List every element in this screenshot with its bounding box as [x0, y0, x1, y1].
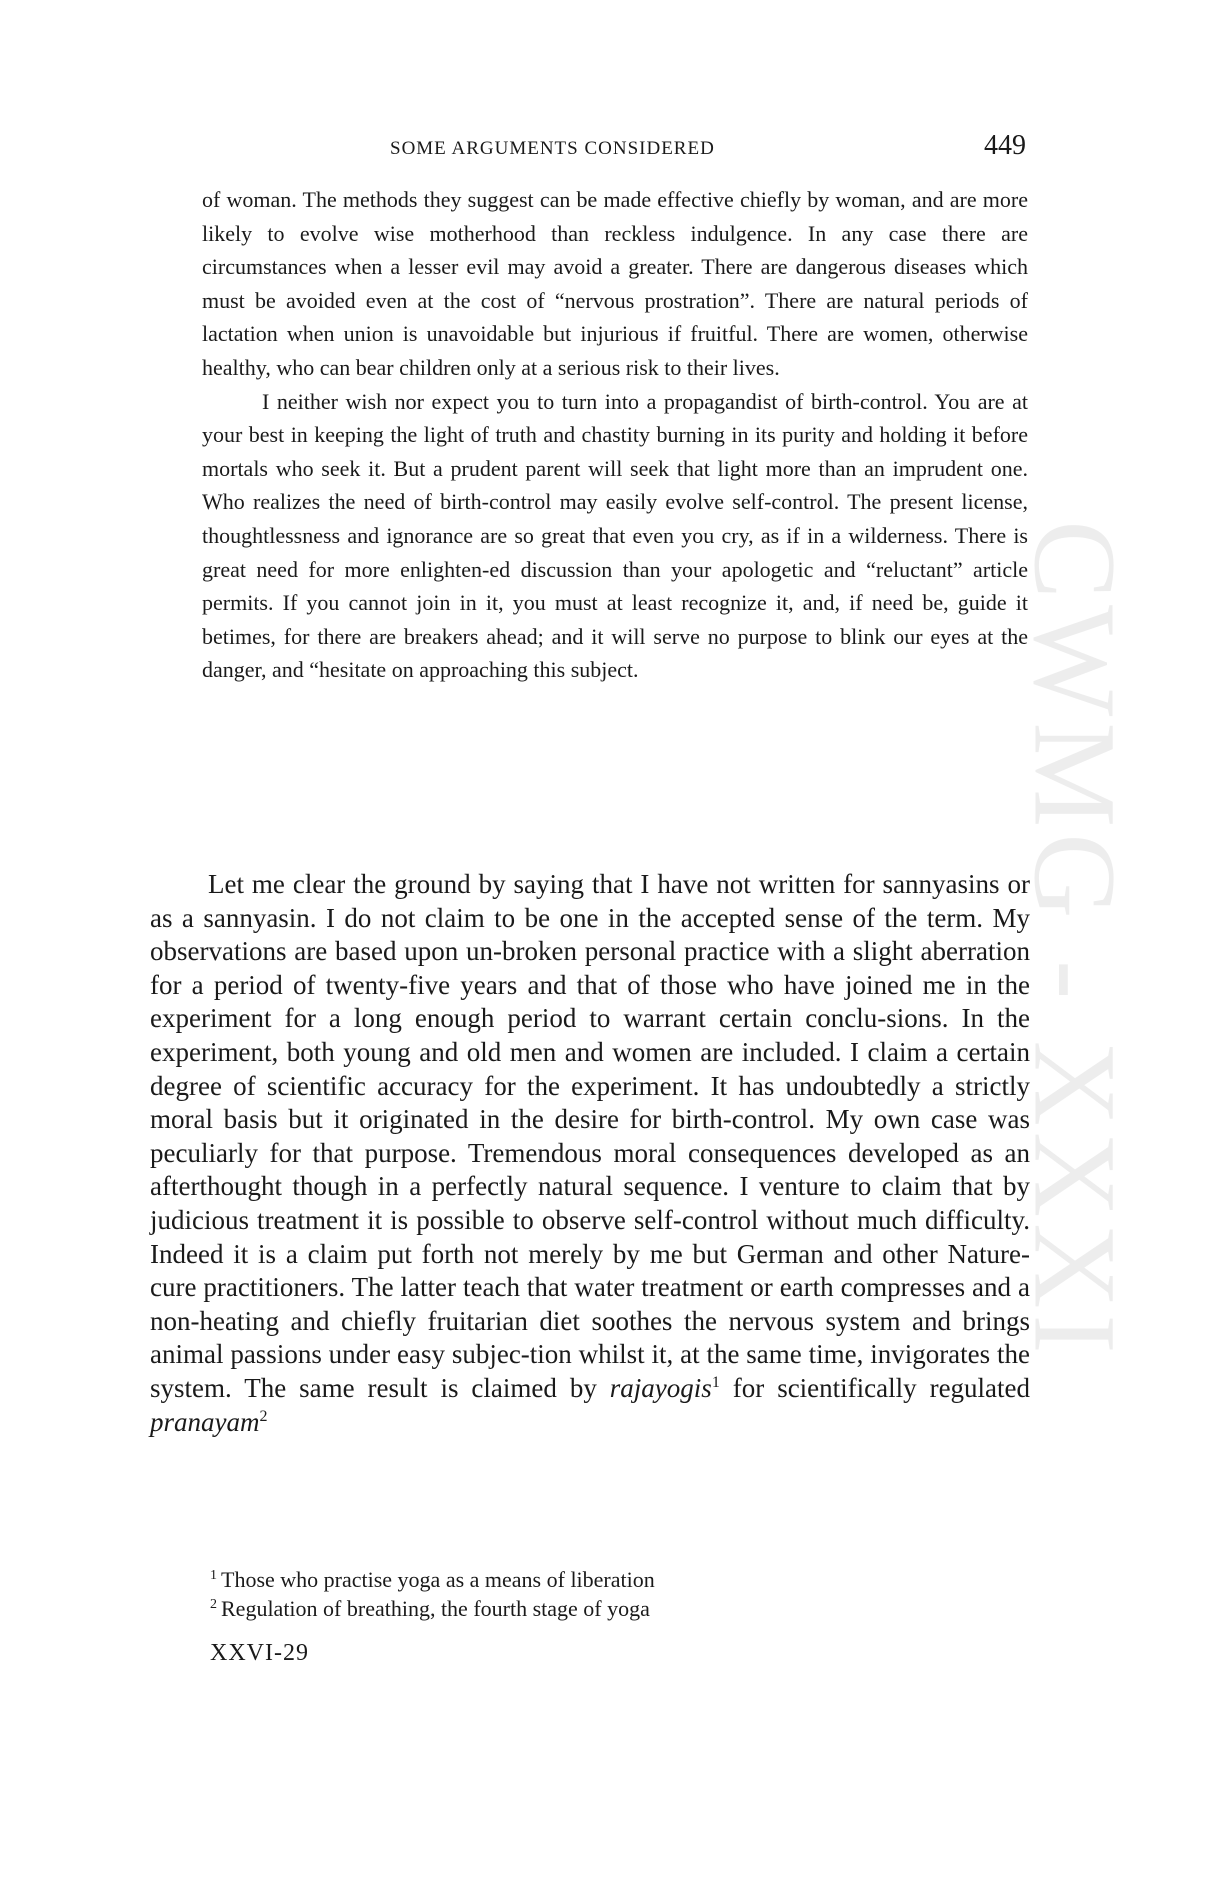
watermark-text: CWMG - XXXI	[1010, 520, 1142, 1360]
footnote-text: Regulation of breathing, the fourth stage of yoga	[221, 1596, 650, 1621]
quoted-letter	[202, 183, 1028, 687]
term-pranayam: pranayam	[150, 1406, 260, 1437]
footnote-mark: 2	[210, 1596, 217, 1612]
body-text: for scientifically regulated	[732, 1372, 1031, 1403]
footnotes	[210, 1565, 1030, 1623]
page-header	[150, 130, 1030, 170]
body-paragraph	[150, 868, 1030, 1439]
footnote	[210, 1594, 1030, 1623]
footnote-ref-2: 2	[259, 1407, 268, 1425]
page-number: 449	[984, 130, 1026, 161]
footnote-mark: 1	[210, 1567, 217, 1583]
quoted-paragraph: I neither wish nor expect you to turn into a propagandist of birth-control. You are at your best in keeping the light of truth and chastity burning in its purity and holding it before mortals who seek it. But a prudent parent will seek that light more than an imprudent one. Who realizes the need of birth-control may easily evolve self-control. The present license, thoughtlessness and ignorance are so great that even you cry, as if in a wilderness. There is great need for more enlighten-ed discussion than your apologetic and “reluctant” article permits. If you cannot join in it, you must at least recognize it, and, if need be, guide it betimes, for there are breakers ahead; and it will serve no purpose to blink our eyes at the danger, and “hesitate on approaching this subject.	[202, 388, 1028, 683]
footnote	[210, 1565, 1030, 1594]
footnote-ref-1: 1	[711, 1373, 720, 1391]
main-body	[150, 868, 1030, 1439]
body-text: Let me clear the ground by saying that I have not written for sannyasins or as a sannyasin. I do not claim to be one in the accepted sense of the term. My observations are based upon un-broken personal practice with a slight aberration for a period of twenty-five years and that of those who have joined me in the experiment for a long enough period to warrant certain conclu-sions. In the experiment, both young and old men and women are included. I claim a certain degree of scientific accuracy for the experiment. It has undoubtedly a strictly moral basis but it originated in the desire for birth-control. My own case was peculiarly for that purpose. Tremendous moral consequences developed as an afterthought though in a perfectly natural sequence. I venture to claim that by judicious treatment it is possible to observe self-control without much difficulty. Indeed it is a claim put forth not merely by me but German and other Nature-cure practitioners. The latter teach that water treatment or earth compresses and a non-heating and chiefly fruitarian diet soothes the nervous system and brings animal passions under easy subjec-tion whilst it, at the same time, invigorates the system. The same result is claimed by	[150, 869, 1030, 1403]
watermark	[1010, 440, 1140, 1440]
footnote-text: Those who practise yoga as a means of liberation	[221, 1567, 655, 1592]
running-title: SOME ARGUMENTS CONSIDERED	[390, 138, 715, 159]
quoted-paragraph: of woman. The methods they suggest can be made effective chiefly by woman, and are more likely to evolve wise motherhood than reckless indulgence. In any case there are circumstances when a lesser evil may avoid a greater. There are dangerous diseases which must be avoided even at the cost of “nervous prostration”. There are natural periods of lactation when union is unavoidable but injurious if fruitful. There are women, otherwise healthy, who can bear children only at a serious risk to their lives.	[202, 187, 1028, 380]
signature-mark: XXVI-29	[210, 1640, 309, 1666]
term-rajayogis: rajayogis	[609, 1372, 712, 1403]
